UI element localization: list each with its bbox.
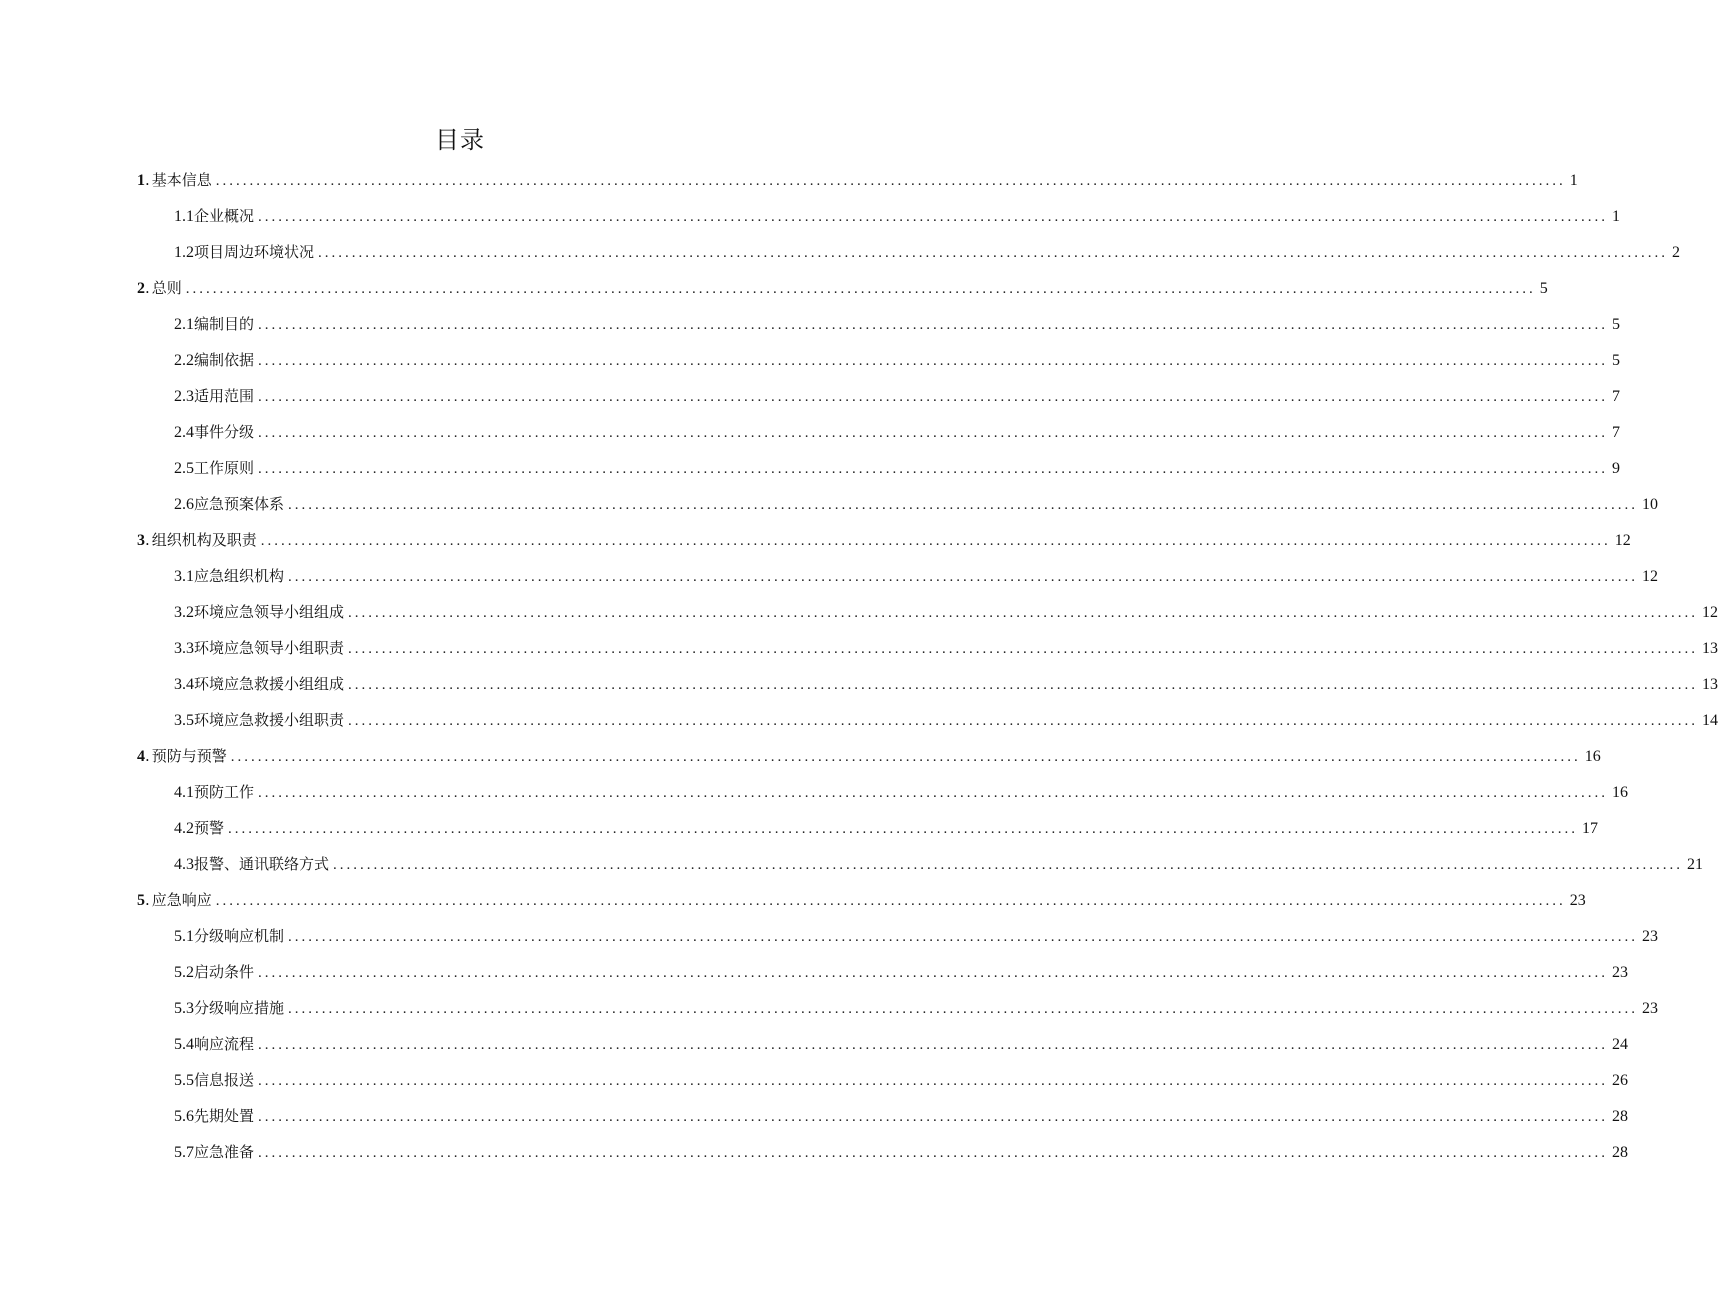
toc-entry-text: 编制依据 — [194, 351, 255, 369]
toc-dot-leader: ........................................................................................................................................................................................................ — [258, 965, 1609, 981]
toc-dot-leader: ........................................................................................................................................................................................................ — [185, 281, 1536, 297]
toc-entry-text: 应急准备 — [194, 1143, 255, 1161]
toc-section-entry[interactable] — [0, 666, 1718, 702]
toc-dot-leader: ........................................................................................................................................................................................................ — [288, 1001, 1639, 1017]
toc-entry-text: 报警、通讯联络方式 — [194, 855, 330, 873]
toc-page-number: 24 — [1612, 1036, 1629, 1053]
toc-entry-number: 5 — [137, 892, 145, 909]
toc-dot-leader: ........................................................................................................................................................................................................ — [348, 641, 1699, 657]
toc-entry-text: 预防工作 — [194, 783, 255, 801]
toc-section-entry[interactable] — [0, 306, 1621, 342]
toc-entry-text: 企业概况 — [194, 207, 255, 225]
toc-entry-line — [174, 990, 1659, 1026]
toc-entry-line — [174, 378, 1621, 414]
toc-section-entry[interactable] — [0, 918, 1659, 954]
toc-dot-leader: ........................................................................................................................................................................................................ — [260, 533, 1611, 549]
toc-entry-number: 5.6 — [174, 1108, 194, 1125]
toc-page-number: 17 — [1582, 820, 1599, 837]
toc-entry-number: 1.2 — [174, 244, 194, 261]
toc-entry-text: 分级响应措施 — [194, 999, 285, 1017]
toc-dot-leader: ........................................................................................................................................................................................................ — [258, 353, 1609, 369]
toc-section-entry[interactable] — [0, 1098, 1629, 1134]
toc-page-number: 7 — [1612, 424, 1621, 441]
toc-entry-number: 5.1 — [174, 928, 194, 945]
toc-entry-line — [174, 810, 1599, 846]
toc-entry-number: 2.1 — [174, 316, 194, 333]
toc-entry-number: 2.4 — [174, 424, 194, 441]
toc-entry-text: 应急预案体系 — [194, 495, 285, 513]
toc-entry-number: 2 — [137, 280, 145, 297]
toc-entry-line — [174, 594, 1718, 630]
toc-page-number: 16 — [1612, 784, 1629, 801]
toc-entry-text: 事件分级 — [194, 423, 255, 441]
toc-section-entry[interactable] — [0, 594, 1718, 630]
toc-dot-leader: ........................................................................................................................................................................................................ — [288, 929, 1639, 945]
toc-dot-leader: ........................................................................................................................................................................................................ — [258, 1073, 1609, 1089]
toc-entry-line — [174, 306, 1621, 342]
toc-page-number: 13 — [1702, 640, 1718, 657]
toc-dot-leader: ........................................................................................................................................................................................................ — [258, 209, 1609, 225]
toc-dot-leader: ........................................................................................................................................................................................................ — [258, 461, 1609, 477]
toc-section-entry[interactable] — [0, 342, 1621, 378]
toc-entry-number: 3.1 — [174, 568, 194, 585]
toc-entry-number: 5.4 — [174, 1036, 194, 1053]
toc-entry-line — [174, 954, 1629, 990]
toc-section-entry[interactable] — [0, 198, 1621, 234]
toc-entry-line — [174, 846, 1704, 882]
toc-dot-leader: ........................................................................................................................................................................................................ — [288, 497, 1639, 513]
toc-entry-line — [174, 702, 1718, 738]
toc-entry-line — [174, 450, 1621, 486]
toc-entry-text: 环境应急救援小组组成 — [194, 675, 345, 693]
toc-entry-text: 环境应急领导小组职责 — [194, 639, 345, 657]
toc-page-number: 23 — [1642, 928, 1659, 945]
toc-page-number: 7 — [1612, 388, 1621, 405]
toc-entry-line — [174, 1098, 1629, 1134]
toc-page-number: 16 — [1584, 748, 1601, 765]
toc-chapter-entry[interactable] — [0, 270, 1548, 306]
toc-page-number: 23 — [1569, 892, 1586, 909]
toc-entry-separator: . — [145, 279, 150, 297]
toc-dot-leader: ........................................................................................................................................................................................................ — [348, 677, 1699, 693]
toc-chapter-entry[interactable] — [0, 738, 1601, 774]
toc-section-entry[interactable] — [0, 1026, 1629, 1062]
toc-page-number: 12 — [1642, 568, 1659, 585]
toc-dot-leader: ........................................................................................................................................................................................................ — [288, 569, 1639, 585]
toc-entry-number: 3.2 — [174, 604, 194, 621]
toc-page-number: 28 — [1612, 1108, 1629, 1125]
toc-entry-line — [174, 342, 1621, 378]
toc-entry-number: 4 — [137, 748, 145, 765]
toc-page-number: 1 — [1612, 208, 1621, 225]
toc-page-number: 12 — [1702, 604, 1718, 621]
toc-entry-line — [174, 198, 1621, 234]
toc-dot-leader: ........................................................................................................................................................................................................ — [318, 245, 1669, 261]
toc-entry-text: 应急响应 — [151, 891, 212, 909]
toc-entry-separator: . — [145, 891, 150, 909]
toc-entry-number: 5.5 — [174, 1072, 194, 1089]
toc-dot-leader: ........................................................................................................................................................................................................ — [228, 821, 1579, 837]
toc-chapter-entry[interactable] — [0, 162, 1578, 198]
toc-entry-text: 预防与预警 — [151, 747, 227, 765]
toc-section-entry[interactable] — [0, 234, 1681, 270]
toc-section-entry[interactable] — [0, 846, 1704, 882]
toc-entry-line — [137, 738, 1601, 774]
toc-page-number: 5 — [1539, 280, 1548, 297]
toc-entry-line — [137, 270, 1548, 306]
toc-entry-text: 信息报送 — [194, 1071, 255, 1089]
toc-entry-line — [137, 522, 1631, 558]
toc-entry-text: 应急组织机构 — [194, 567, 285, 585]
toc-entry-number: 5.2 — [174, 964, 194, 981]
toc-entry-text: 总则 — [151, 279, 182, 297]
toc-entry-text: 编制目的 — [194, 315, 255, 333]
toc-section-entry[interactable] — [0, 774, 1629, 810]
toc-page-number: 21 — [1687, 856, 1704, 873]
toc-entry-text: 基本信息 — [151, 171, 212, 189]
toc-dot-leader: ........................................................................................................................................................................................................ — [258, 389, 1609, 405]
toc-entry-text: 适用范围 — [194, 387, 255, 405]
toc-dot-leader: ........................................................................................................................................................................................................ — [258, 317, 1609, 333]
toc-entry-number: 4.2 — [174, 820, 194, 837]
toc-entry-text: 环境应急救援小组职责 — [194, 711, 345, 729]
toc-section-entry[interactable] — [0, 1062, 1629, 1098]
toc-entry-line — [174, 1026, 1629, 1062]
toc-entry-separator: . — [145, 171, 150, 189]
toc-entry-number: 5.3 — [174, 1000, 194, 1017]
toc-title: 目录 — [435, 126, 485, 154]
toc-entry-number: 3.3 — [174, 640, 194, 657]
toc-dot-leader: ........................................................................................................................................................................................................ — [258, 1037, 1609, 1053]
toc-entry-separator: . — [145, 747, 150, 765]
toc-entry-number: 1.1 — [174, 208, 194, 225]
toc-entry-text: 项目周边环境状况 — [194, 243, 315, 261]
toc-page-number: 12 — [1614, 532, 1631, 549]
toc-entry-line — [174, 486, 1659, 522]
toc-dot-leader: ........................................................................................................................................................................................................ — [258, 785, 1609, 801]
toc-entry-number: 1 — [137, 172, 145, 189]
toc-entry-line — [174, 558, 1659, 594]
toc-entry-text: 分级响应机制 — [194, 927, 285, 945]
toc-section-entry[interactable] — [0, 1134, 1629, 1170]
toc-section-entry[interactable] — [0, 450, 1621, 486]
toc-section-entry[interactable] — [0, 486, 1659, 522]
toc-entry-text: 环境应急领导小组组成 — [194, 603, 345, 621]
toc-section-entry[interactable] — [0, 414, 1621, 450]
toc-entry-line — [174, 1062, 1629, 1098]
toc-entry-number: 3.4 — [174, 676, 194, 693]
toc-entry-line — [174, 918, 1659, 954]
toc-entry-line — [137, 162, 1578, 198]
toc-entry-line — [174, 666, 1718, 702]
toc-entry-number: 3.5 — [174, 712, 194, 729]
toc-page-number: 23 — [1612, 964, 1629, 981]
toc-entry-number: 4.1 — [174, 784, 194, 801]
toc-entry-number: 2.5 — [174, 460, 194, 477]
toc-dot-leader: ........................................................................................................................................................................................................ — [348, 713, 1699, 729]
toc-entry-line — [174, 1134, 1629, 1170]
toc-entry-line — [174, 234, 1681, 270]
toc-entry-line — [137, 882, 1586, 918]
toc-dot-leader: ........................................................................................................................................................................................................ — [230, 749, 1581, 765]
toc-entry-line — [174, 774, 1629, 810]
toc-entry-number: 2.6 — [174, 496, 194, 513]
toc-entry-number: 2.2 — [174, 352, 194, 369]
toc-entry-text: 先期处置 — [194, 1107, 255, 1125]
toc-page-number: 10 — [1642, 496, 1659, 513]
toc-section-entry[interactable] — [0, 702, 1718, 738]
toc-page-number: 23 — [1642, 1000, 1659, 1017]
toc-entry-number: 3 — [137, 532, 145, 549]
toc-page-number: 5 — [1612, 316, 1621, 333]
toc-section-entry[interactable] — [0, 810, 1599, 846]
toc-entry-number: 2.3 — [174, 388, 194, 405]
toc-dot-leader: ........................................................................................................................................................................................................ — [215, 173, 1566, 189]
toc-entry-number: 4.3 — [174, 856, 194, 873]
toc-section-entry[interactable] — [0, 630, 1718, 666]
toc-dot-leader: ........................................................................................................................................................................................................ — [258, 1109, 1609, 1125]
toc-dot-leader: ........................................................................................................................................................................................................ — [333, 857, 1684, 873]
toc-page-number: 13 — [1702, 676, 1718, 693]
toc-dot-leader: ........................................................................................................................................................................................................ — [258, 1145, 1609, 1161]
toc-list — [0, 162, 1718, 1170]
toc-chapter-entry[interactable] — [0, 522, 1631, 558]
toc-entry-text: 组织机构及职责 — [151, 531, 257, 549]
toc-section-entry[interactable] — [0, 378, 1621, 414]
toc-section-entry[interactable] — [0, 954, 1629, 990]
toc-entry-separator: . — [145, 531, 150, 549]
toc-entry-line — [174, 414, 1621, 450]
toc-dot-leader: ........................................................................................................................................................................................................ — [348, 605, 1699, 621]
toc-entry-number: 5.7 — [174, 1144, 194, 1161]
toc-page-number: 2 — [1672, 244, 1681, 261]
toc-entry-text: 响应流程 — [194, 1035, 255, 1053]
toc-dot-leader: ........................................................................................................................................................................................................ — [215, 893, 1566, 909]
toc-page-number: 1 — [1569, 172, 1578, 189]
toc-page-number: 28 — [1612, 1144, 1629, 1161]
toc-dot-leader: ........................................................................................................................................................................................................ — [258, 425, 1609, 441]
toc-page-number: 5 — [1612, 352, 1621, 369]
toc-entry-text: 工作原则 — [194, 459, 255, 477]
toc-chapter-entry[interactable] — [0, 882, 1586, 918]
toc-entry-line — [174, 630, 1718, 666]
toc-entry-text: 预警 — [194, 819, 225, 837]
toc-page-number: 9 — [1612, 460, 1621, 477]
toc-page-number: 26 — [1612, 1072, 1629, 1089]
toc-section-entry[interactable] — [0, 558, 1659, 594]
toc-section-entry[interactable] — [0, 990, 1659, 1026]
toc-page-number: 14 — [1702, 712, 1718, 729]
toc-entry-text: 启动条件 — [194, 963, 255, 981]
